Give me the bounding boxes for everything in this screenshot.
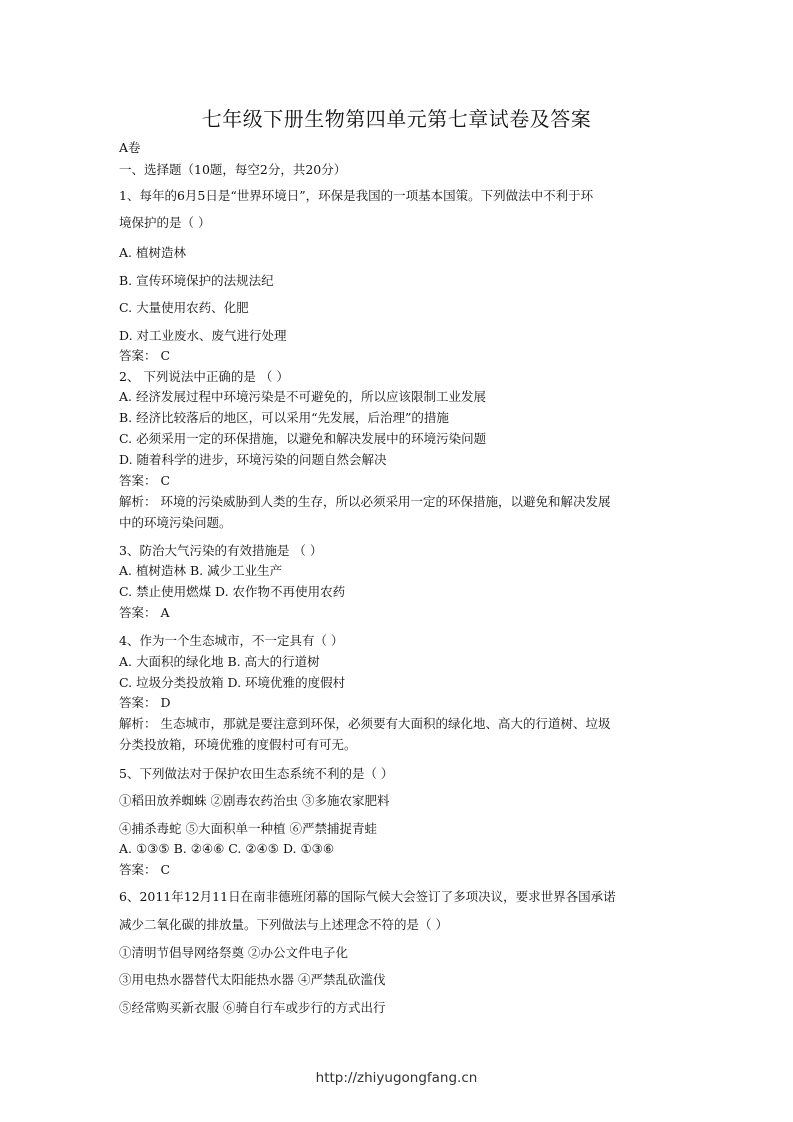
question-2-option-a: A. 经济发展过程中环境污染是不可避免的，所以应该限制工业发展 bbox=[119, 389, 486, 404]
question-1-answer: 答案： C bbox=[119, 348, 171, 363]
question-4-options-cd: C. 垃圾分类投放箱 D. 环境优雅的度假村 bbox=[119, 675, 346, 690]
question-6-stem-cont: 减少二氧化碳的排放量。下列做法与上述理念不符的是（ ） bbox=[119, 917, 448, 932]
question-1-option-c: C. 大量使用农药、化肥 bbox=[119, 300, 249, 315]
question-4-answer: 答案： D bbox=[119, 695, 171, 710]
question-2-stem: 2、 下列说法中正确的是 （ ） bbox=[119, 369, 289, 384]
question-6-items-1: ①清明节倡导网络祭奠 ②办公文件电子化 bbox=[119, 945, 348, 960]
question-5-stem: 5、下列做法对于保护农田生态系统不利的是（ ） bbox=[119, 766, 394, 781]
footer-url: http://zhiyugongfang.cn bbox=[315, 1070, 478, 1086]
question-1-stem-cont: 境保护的是（ ） bbox=[119, 215, 211, 230]
question-3-stem: 3、防治大气污染的有效措施是 （ ） bbox=[119, 543, 323, 558]
question-2-option-c: C. 必须采用一定的环保措施，以避免和解决发展中的环境污染问题 bbox=[119, 431, 487, 446]
question-3-answer: 答案： A bbox=[119, 605, 170, 620]
question-2-option-b: B. 经济比较落后的地区，可以采用“先发展，后治理”的措施 bbox=[119, 410, 449, 425]
question-2-explanation-cont: 中的环境污染问题。 bbox=[119, 515, 232, 530]
question-6-items-3: ⑤经常购买新衣服 ⑥骑自行车或步行的方式出行 bbox=[119, 1000, 386, 1015]
section-label: A卷 bbox=[119, 140, 141, 155]
page-title: 七年级下册生物第四单元第七章试卷及答案 bbox=[201, 107, 592, 131]
question-1-option-b: B. 宣传环境保护的法规法纪 bbox=[119, 273, 274, 288]
question-2-answer: 答案： C bbox=[119, 473, 171, 488]
question-4-options-ab: A. 大面积的绿化地 B. 高大的行道树 bbox=[119, 654, 320, 669]
question-4-explanation-cont: 分类投放箱，环境优雅的度假村可有可无。 bbox=[119, 737, 357, 752]
question-3-options-ab: A. 植树造林 B. 减少工业生产 bbox=[119, 563, 283, 578]
question-1-option-d: D. 对工业废水、废气进行处理 bbox=[119, 328, 287, 343]
question-1-option-a: A. 植树造林 bbox=[119, 245, 186, 260]
question-4-stem: 4、作为一个生态城市，不一定具有（ ） bbox=[119, 633, 344, 648]
question-5-items-1: ①稻田放养蜘蛛 ②剧毒农药治虫 ③多施农家肥料 bbox=[119, 793, 390, 808]
question-4-explanation: 解析： 生态城市，那就是要注意到环保，必须要有大面积的绿化地、高大的行道树、垃圾 bbox=[119, 716, 611, 731]
question-1-stem: 1、每年的6月5日是“世界环境日”，环保是我国的一项基本国策。下列做法中不利于环 bbox=[119, 188, 594, 203]
question-6-stem: 6、2011年12月11日在南非德班闭幕的国际气候大会签订了多项决议，要求世界各国承诺 bbox=[119, 889, 616, 904]
question-2-option-d: D. 随着科学的进步，环境污染的问题自然会解决 bbox=[119, 452, 387, 467]
question-3-options-cd: C. 禁止使用燃煤 D. 农作物不再使用农药 bbox=[119, 584, 346, 599]
question-6-items-2: ③用电热水器替代太阳能热水器 ④严禁乱砍滥伐 bbox=[119, 972, 386, 987]
question-2-explanation: 解析： 环境的污染威胁到人类的生存，所以必须采用一定的环保措施，以避免和解决发展 bbox=[119, 494, 611, 509]
question-5-options: A. ①③⑤ B. ②④⑥ C. ②④⑤ D. ①③⑥ bbox=[119, 841, 335, 856]
question-5-answer: 答案： C bbox=[119, 862, 171, 877]
section-heading: 一、选择题（10题，每空2分，共20分） bbox=[119, 162, 347, 177]
question-5-items-2: ④捕杀毒蛇 ⑤大面积单一种植 ⑥严禁捕捉青蛙 bbox=[119, 821, 377, 836]
